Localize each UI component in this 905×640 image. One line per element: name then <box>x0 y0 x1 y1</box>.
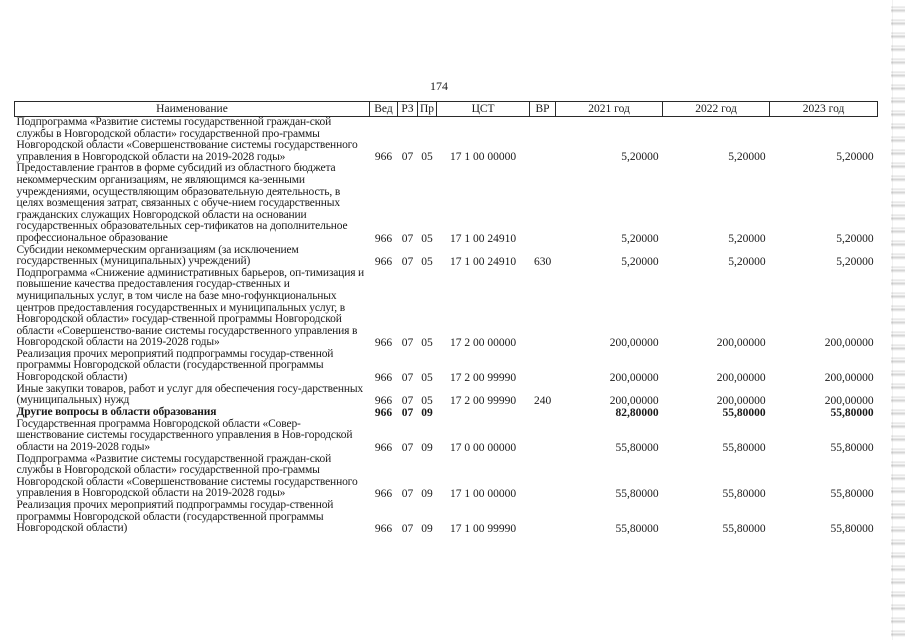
cell-vr: 240 <box>533 394 552 407</box>
budget-table <box>14 101 878 535</box>
header-vr: ВР <box>530 102 556 117</box>
header-name: Наименование <box>15 102 370 117</box>
cell-2023: 55,80000 <box>830 406 874 419</box>
cell-vr <box>530 407 556 419</box>
cell-ved: 966 <box>374 522 393 535</box>
cell-cst: 17 1 00 99990 <box>450 522 517 535</box>
cell-cst: 17 2 00 00000 <box>450 336 517 349</box>
cell-2023: 55,80000 <box>830 488 874 500</box>
cell-2023: 200,00000 <box>824 336 874 349</box>
cell-cst: 17 2 00 99990 <box>450 371 517 384</box>
cell-pr: 05 <box>421 336 433 349</box>
header-2022: 2022 год <box>663 102 770 117</box>
cell-rz: 07 <box>401 406 414 419</box>
cell-ved: 966 <box>374 406 393 419</box>
cell-2022: 200,00000 <box>716 336 766 349</box>
cell-2022: 200,00000 <box>716 394 766 407</box>
cell-2021: 5,20000 <box>621 151 659 164</box>
cell-2021: 200,00000 <box>609 394 659 407</box>
cell-2021: 5,20000 <box>621 255 659 268</box>
cell-2022: 5,20000 <box>728 255 766 268</box>
cell-2021: 200,00000 <box>609 371 659 384</box>
cell-rz: 07 <box>401 488 414 500</box>
cell-rz: 07 <box>401 232 414 245</box>
cell-vr <box>530 117 556 164</box>
cell-2021: 55,80000 <box>615 522 659 535</box>
cell-cst: 17 1 00 00000 <box>450 488 517 500</box>
cell-vr: 630 <box>533 255 552 268</box>
cell-2023: 5,20000 <box>836 232 874 245</box>
cell-2022: 5,20000 <box>728 232 766 245</box>
cell-pr: 09 <box>421 406 433 419</box>
cell-2022: 55,80000 <box>722 488 766 500</box>
cell-name: Подпрограмма «Развитие системы государственной граждан-ской службы в Новгородской области» государственной про-граммы Новгородской области «Совершенствование системы государственного управления в Новгородской области на 2019-2028 годы» <box>16 116 358 163</box>
cell-2021: 200,00000 <box>609 336 659 349</box>
table-row <box>15 117 878 164</box>
cell-pr: 09 <box>421 488 433 500</box>
cell-vr <box>530 419 556 454</box>
cell-rz: 07 <box>401 522 414 535</box>
header-rz: РЗ <box>398 102 418 117</box>
table-row <box>15 268 878 349</box>
header-cst: ЦСТ <box>437 102 530 117</box>
header-ved: Вед <box>370 102 398 117</box>
cell-rz: 07 <box>401 151 414 164</box>
cell-ved: 966 <box>374 394 393 407</box>
header-pr: Пр <box>418 102 437 117</box>
cell-vr <box>530 163 556 244</box>
cell-ved: 966 <box>374 441 393 454</box>
cell-pr: 09 <box>421 441 433 454</box>
cell-2021: 5,20000 <box>621 232 659 245</box>
scan-edge-noise <box>891 0 905 640</box>
cell-pr: 05 <box>421 371 433 384</box>
cell-ved: 966 <box>374 336 393 349</box>
cell-2022: 55,80000 <box>722 441 766 454</box>
cell-pr: 05 <box>421 232 433 245</box>
cell-2023: 5,20000 <box>836 151 874 164</box>
cell-ved: 966 <box>374 371 393 384</box>
cell-rz: 07 <box>401 371 414 384</box>
header-2023: 2023 год <box>770 102 878 117</box>
cell-vr <box>530 454 556 500</box>
cell-pr: 05 <box>421 394 433 407</box>
cell-rz: 07 <box>401 441 414 454</box>
header-2021: 2021 год <box>556 102 663 117</box>
cell-2023: 55,80000 <box>830 441 874 454</box>
cell-cst: 17 1 00 24910 <box>450 232 517 245</box>
cell-ved: 966 <box>374 151 393 164</box>
table-body <box>15 117 878 535</box>
header-row <box>15 102 878 117</box>
cell-name: Подпрограмма «Снижение административных барьеров, оп-тимизация и повышение качества предоставления государ-ственных и муниципальных услуг, в том числе на базе мно-гофункциональных центров предоставления государственных и муниципальных услуг, в Новгородской области» государ-ственной программы Новгородской области «Совершенство-вание системы государственного управления в Новгородской области на 2019-2028 годы» <box>16 266 365 349</box>
cell-2021: 55,80000 <box>615 441 659 454</box>
cell-cst: 17 2 00 99990 <box>450 394 517 407</box>
cell-2021: 55,80000 <box>615 488 659 500</box>
cell-2022: 55,80000 <box>722 522 766 535</box>
table-row <box>15 419 878 454</box>
cell-pr: 09 <box>421 522 433 535</box>
cell-rz: 07 <box>401 394 414 407</box>
page-number: 174 <box>430 79 448 93</box>
cell-ved: 966 <box>374 488 393 500</box>
cell-name: Иные закупки товаров, работ и услуг для обеспечения госу-дарственных (муниципальных) нужд <box>16 382 364 407</box>
cell-cst: 17 1 00 24910 <box>450 255 517 268</box>
cell-2022: 200,00000 <box>716 371 766 384</box>
cell-cst <box>437 407 530 419</box>
cell-name: Реализация прочих мероприятий подпрограммы государ-ственной программы Новгородской области (государственной программы Новгородской области) <box>16 499 334 535</box>
table-header <box>15 102 878 117</box>
cell-pr: 05 <box>421 255 433 268</box>
cell-vr <box>530 349 556 384</box>
table-row <box>15 500 878 535</box>
cell-2022: 5,20000 <box>728 151 766 164</box>
cell-name: Другие вопросы в области образования <box>16 405 217 418</box>
cell-2023: 200,00000 <box>824 394 874 407</box>
cell-cst: 17 1 00 00000 <box>450 151 517 164</box>
table-row <box>15 454 878 500</box>
cell-vr <box>530 268 556 349</box>
cell-name: Государственная программа Новгородской области «Совер-шенствование системы государственного управления в Нов-городской области на 2019-2028 годы» <box>16 417 353 454</box>
cell-rz: 07 <box>401 255 414 268</box>
table-row <box>15 349 878 384</box>
cell-name: Субсидии некоммерческим организациям (за исключением государственных (муниципальных) учреждений) <box>16 243 299 268</box>
table-row <box>15 163 878 244</box>
cell-2022: 55,80000 <box>722 406 766 419</box>
cell-2023: 55,80000 <box>830 522 874 535</box>
table-row <box>15 245 878 268</box>
cell-ved: 966 <box>374 255 393 268</box>
cell-name: Предоставление грантов в форме субсидий из областного бюджета некоммерческим организациям, не являющимся ка-зенными учреждениями, осуществляющим образовательную деятельность, в целях возмещения затрат, связанных с обуче-нием государственных гражданских служащих Новгородской области на основании государственных образовательных сер-тификатов на дополнительное профессиональное образование <box>16 162 348 244</box>
cell-vr <box>530 500 556 535</box>
cell-2023: 5,20000 <box>836 255 874 268</box>
cell-pr: 05 <box>421 151 433 164</box>
table-row <box>15 384 878 407</box>
cell-name: Подпрограмма «Развитие системы государственной граждан-ской службы в Новгородской области» государственной про-граммы Новгородской области «Совершенствование системы государственного управления в Новгородской области на 2019-2028 годы» <box>16 452 358 500</box>
cell-name: Реализация прочих мероприятий подпрограммы государ-ственной программы Новгородской области (государственной программы Новгородской области) <box>16 347 334 384</box>
cell-ved: 966 <box>374 232 393 245</box>
cell-rz: 07 <box>401 336 414 349</box>
cell-cst: 17 0 00 00000 <box>450 441 517 454</box>
cell-2021: 82,80000 <box>615 406 659 419</box>
cell-2023: 200,00000 <box>824 371 874 384</box>
